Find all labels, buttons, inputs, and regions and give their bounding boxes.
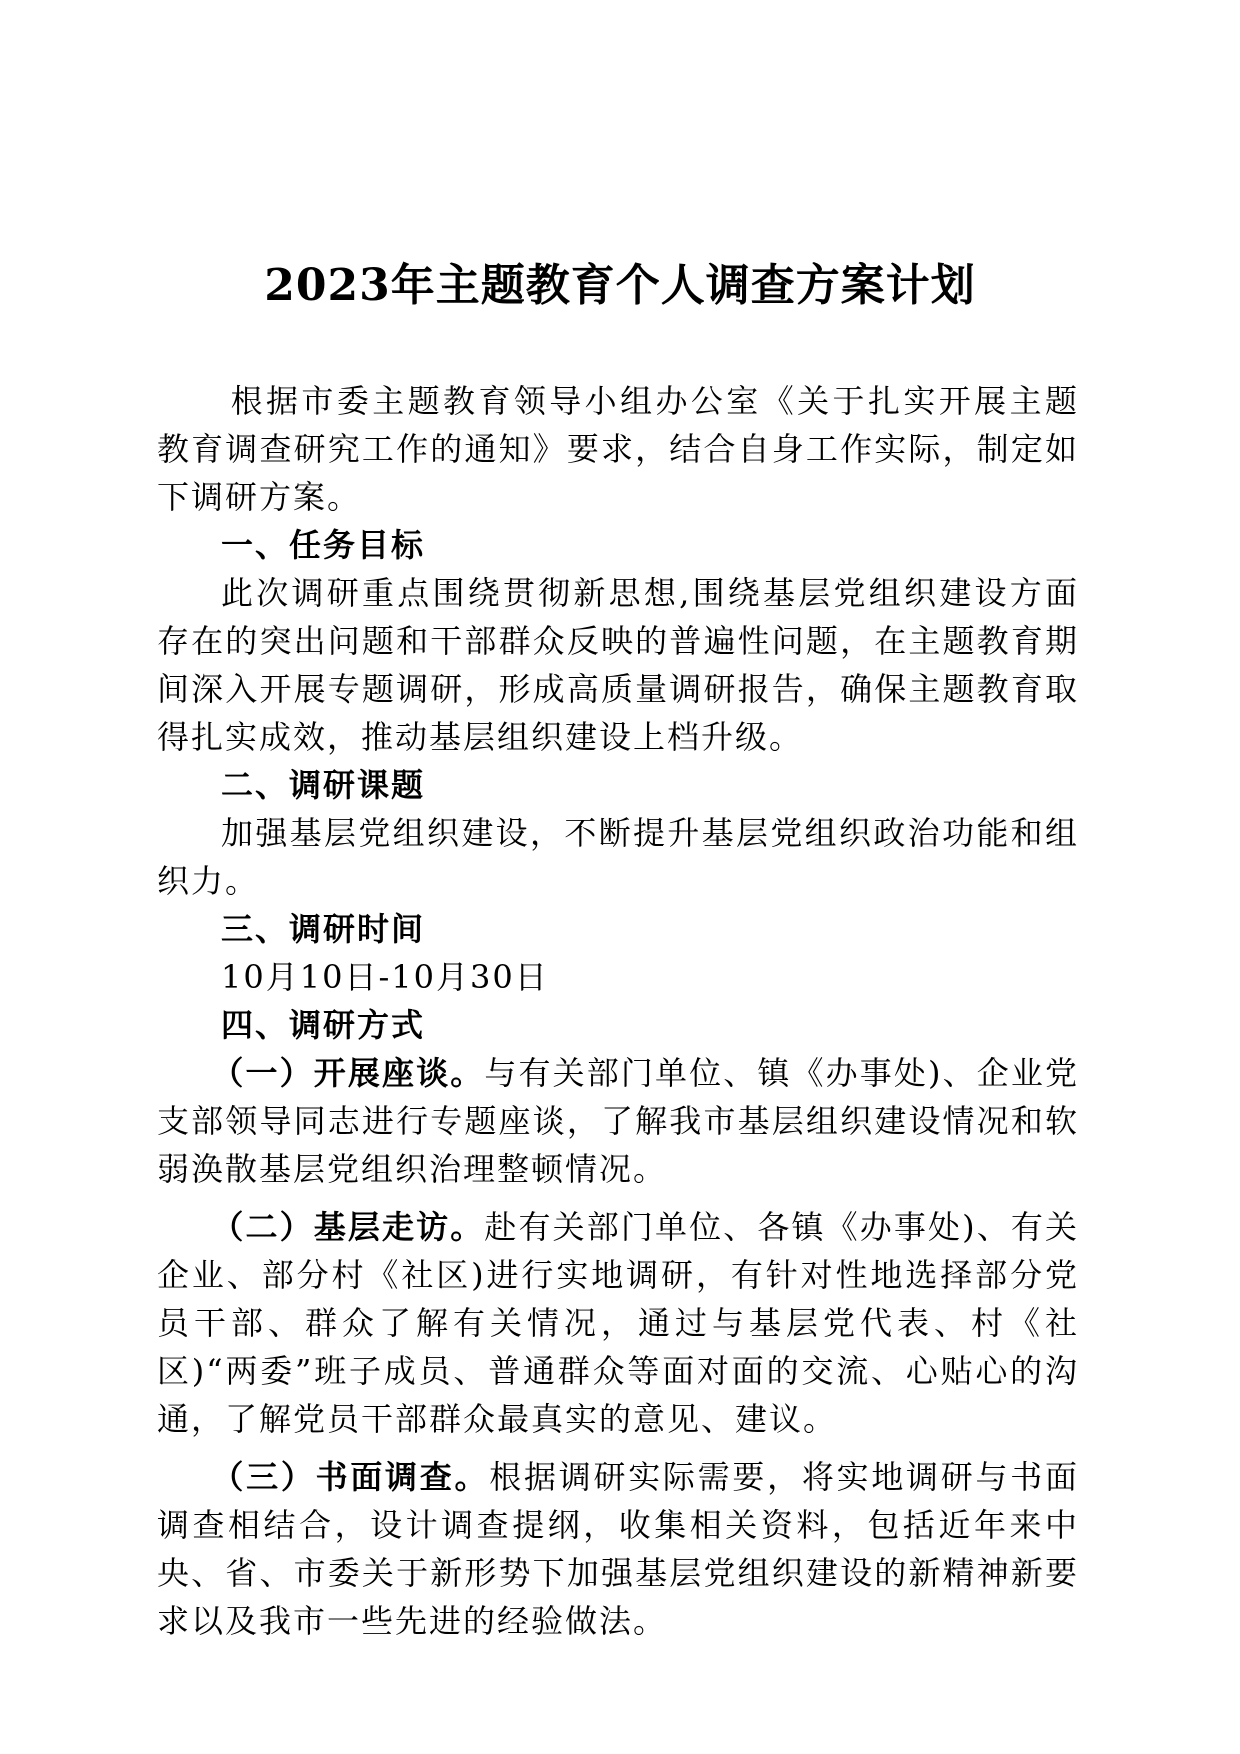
section-text-research-time: 10月10日-10月30日	[221, 958, 549, 996]
document-title: 2023年主题教育个人调查方案计划	[264, 260, 976, 311]
document-body	[157, 377, 1079, 1645]
method-text-visit: 赴有关部门单位、各镇《办事处)、有关企业、部分村《社区)进行实地调研，有针对性地选择部分党员干部、群众了解有关情况，通过与基层党代表、村《社区)“两委”班子成员、普通群众等面对面的交流、心贴心的沟通，了解党员干部群众最真实的意见、建议。	[157, 1208, 1079, 1438]
section-text-task-goal: 此次调研重点围绕贯彻新思想,围绕基层党组织建设方面存在的突出问题和干部群众反映的普遍性问题，在主题教育期间深入开展专题调研，形成高质量调研报告，确保主题教育取得扎实成效，推动基层组织建设上档升级。	[157, 574, 1079, 756]
method-lead-visit: （二）基层走访。	[211, 1208, 485, 1246]
method-paragraph-forum	[157, 1049, 1079, 1193]
section-text-research-topic: 加强基层党组织建设，不断提升基层党组织政治功能和组织力。	[157, 814, 1079, 900]
section-heading-task-goal: 一、任务目标	[221, 526, 426, 564]
method-lead-survey: （三）书面调查。	[211, 1458, 490, 1496]
intro-paragraph: 根据市委主题教育领导小组办公室《关于扎实开展主题教育调查研究工作的通知》要求，结合自身工作实际，制定如下调研方案。	[157, 382, 1079, 516]
section-heading-research-topic: 二、调研课题	[221, 766, 426, 804]
section-heading-research-methods: 四、调研方式	[221, 1006, 426, 1044]
method-paragraph-survey	[157, 1453, 1079, 1645]
method-paragraph-visit	[157, 1203, 1079, 1443]
method-text-survey: 根据调研实际需要，将实地调研与书面调查相结合，设计调查提纲，收集相关资料，包括近年来中央、省、市委关于新形势下加强基层党组织建设的新精神新要求以及我市一些先进的经验做法。	[157, 1458, 1079, 1640]
method-text-forum: 与有关部门单位、镇《办事处)、企业党支部领导同志进行专题座谈，了解我市基层组织建设情况和软弱涣散基层党组织治理整顿情况。	[157, 1054, 1079, 1188]
section-heading-research-time: 三、调研时间	[221, 910, 426, 948]
method-lead-forum: （一）开展座谈。	[211, 1054, 485, 1092]
